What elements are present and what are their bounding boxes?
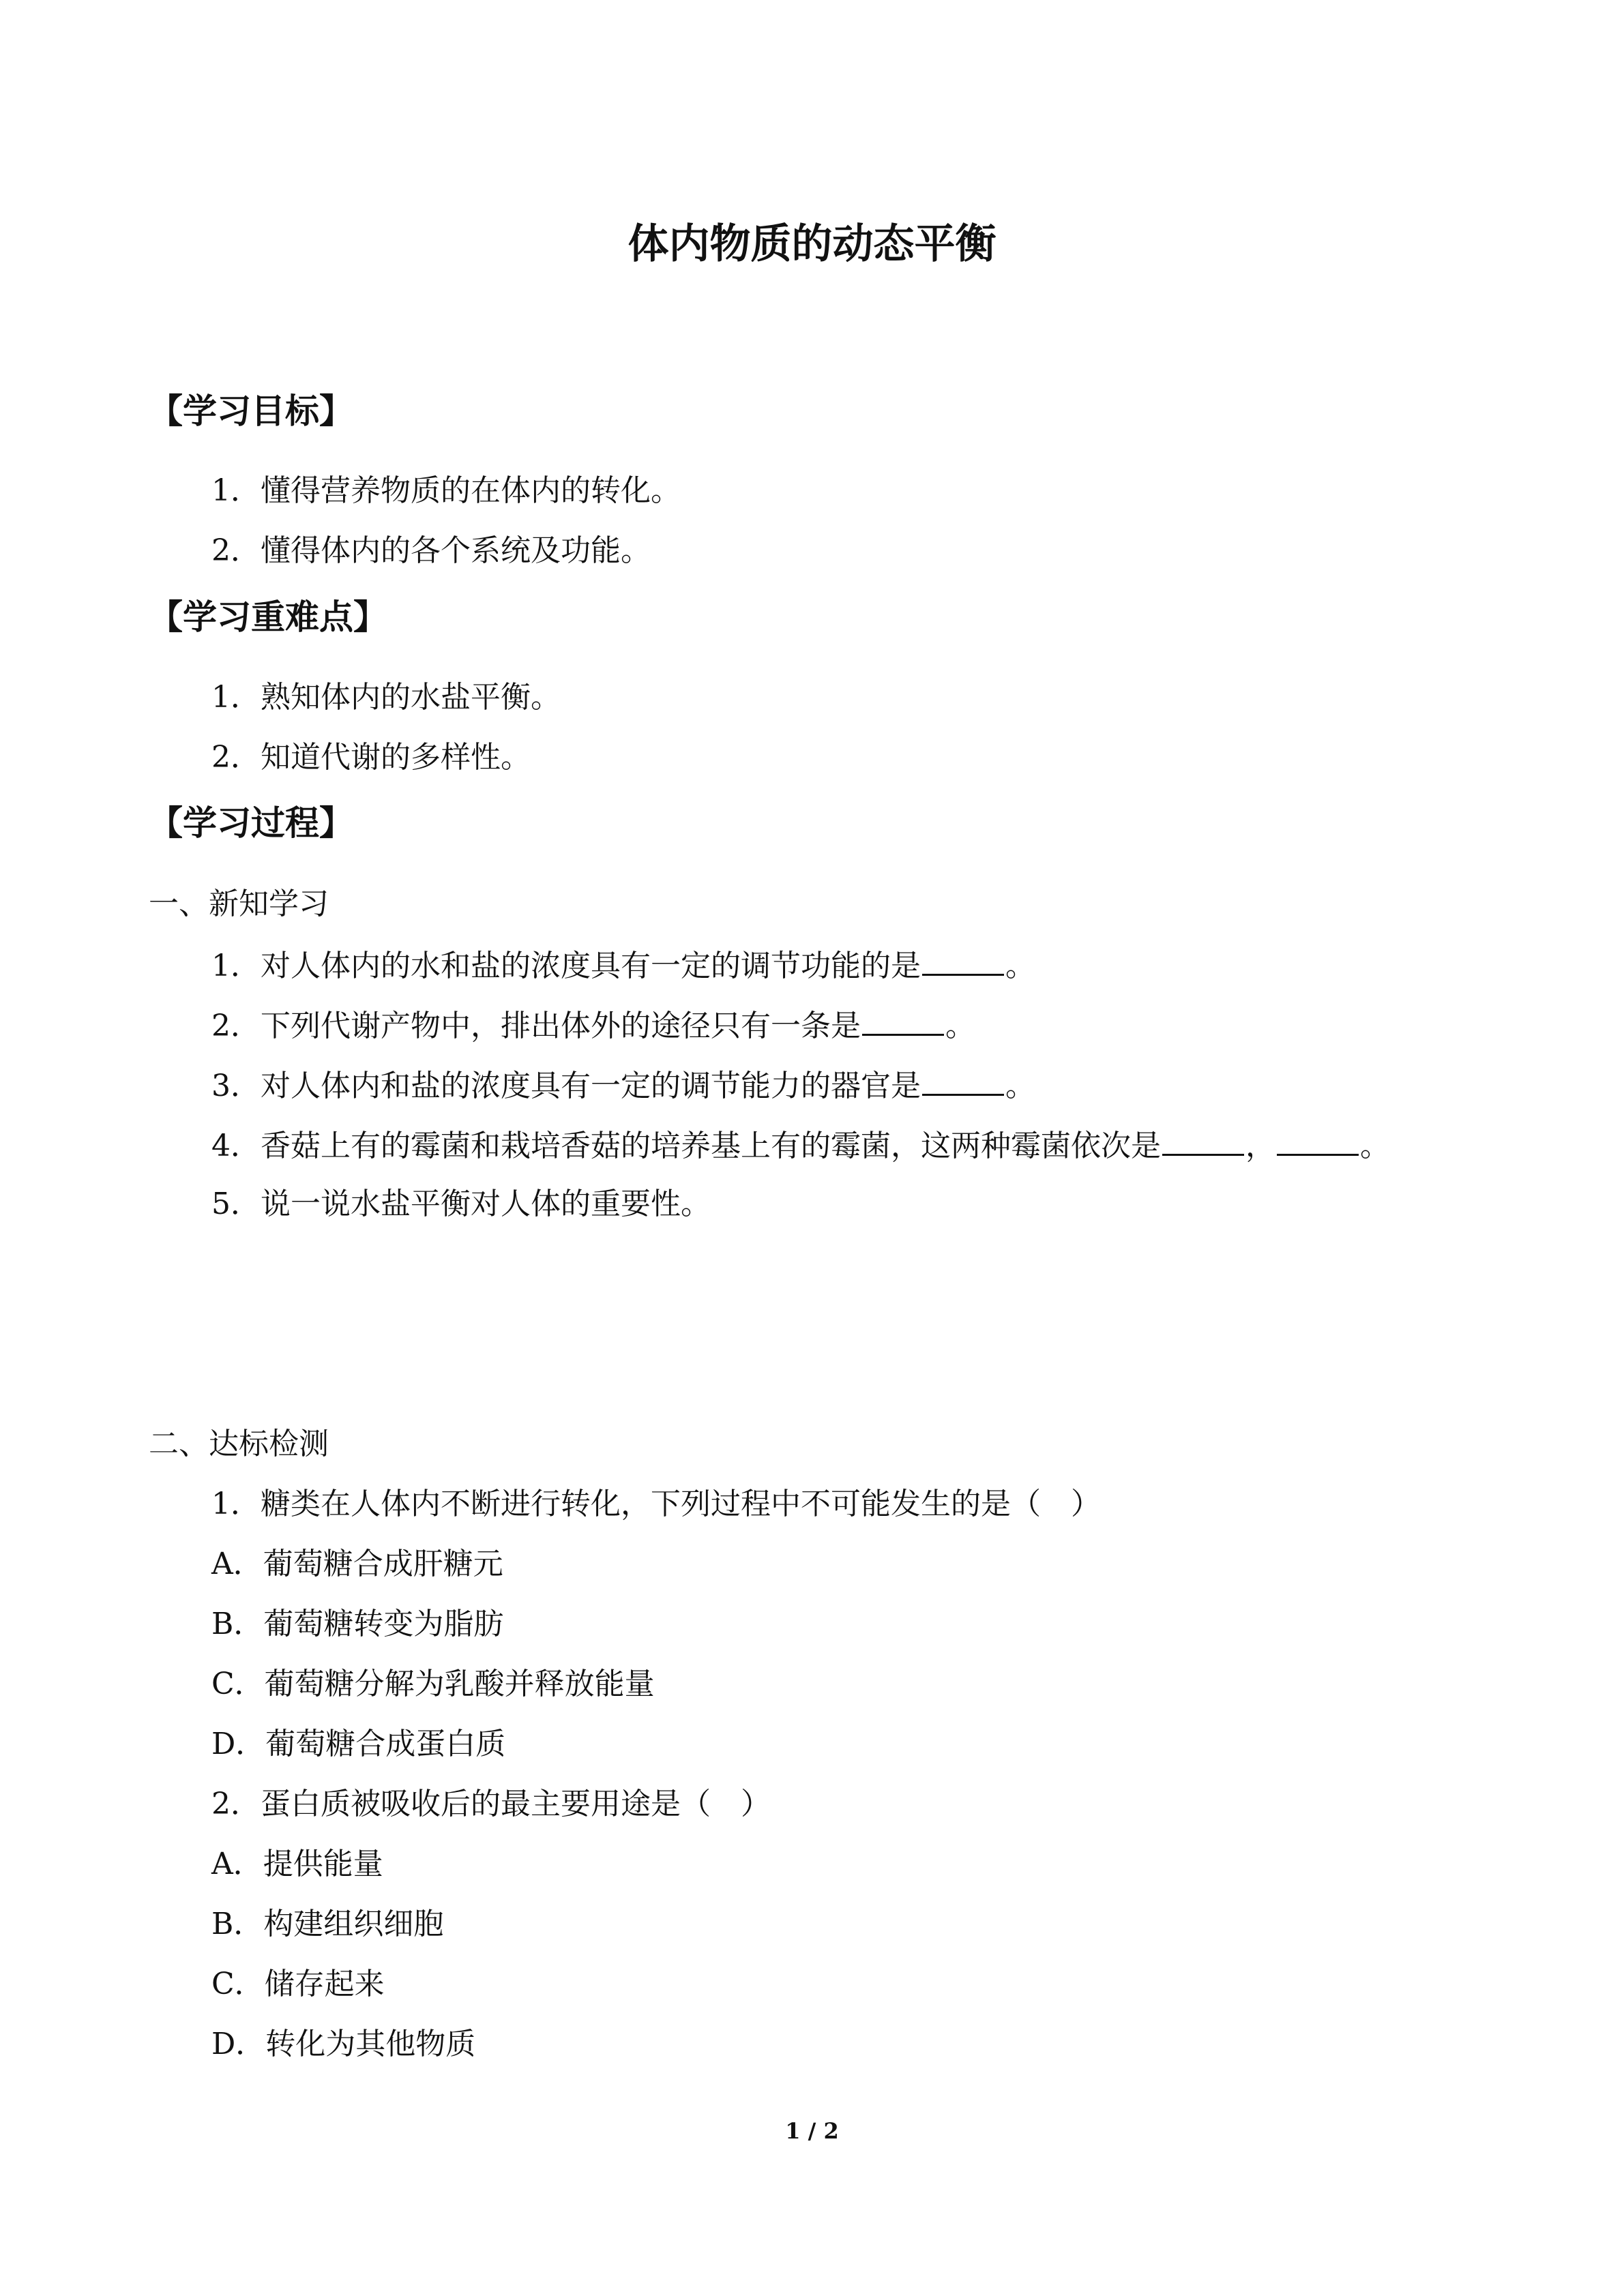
- new-knowledge-question-2: [211, 1004, 975, 1047]
- new-knowledge-label: 一、新知学习: [149, 886, 329, 921]
- new-knowledge-question-1: [211, 944, 1035, 987]
- assessment-label: 二、达标检测: [149, 1427, 329, 1461]
- assessment-question-2: 2．蛋白质被吸收后的最主要用途是（ ）: [211, 1787, 771, 1821]
- new-knowledge-question-5: 5．说一说水盐平衡对人体的重要性。: [211, 1187, 711, 1221]
- assessment-question-1: 1．糖类在人体内不断进行转化，下列过程中不可能发生的是（ ）: [211, 1487, 1101, 1521]
- q2-option-c: C．储存起来: [211, 1967, 385, 2001]
- end-mark: 。: [1360, 1129, 1390, 1163]
- objectives-heading: 【学习目标】: [149, 391, 353, 431]
- q2-option-b: B．构建组织细胞: [211, 1907, 444, 1941]
- question-text: 1．对人体内的水和盐的浓度具有一定的调节功能的是: [211, 949, 921, 983]
- key-point-item-2: 2．知道代谢的多样性。: [211, 740, 531, 775]
- objective-item-1: 1．懂得营养物质的在体内的转化。: [211, 473, 681, 508]
- end-mark: 。: [1005, 1069, 1035, 1103]
- question-text: 3．对人体内和盐的浓度具有一定的调节能力的器官是: [211, 1069, 921, 1103]
- answer-blank[interactable]: [862, 1004, 944, 1036]
- question-text: 4．香菇上有的霉菌和栽培香菇的培养基上有的霉菌，这两种霉菌依次是: [211, 1129, 1161, 1163]
- q1-option-c: C．葡萄糖分解为乳酸并释放能量: [211, 1667, 655, 1701]
- key-points-heading: 【学习重难点】: [149, 597, 387, 637]
- new-knowledge-question-4: [211, 1124, 1390, 1167]
- q2-option-a: A．提供能量: [211, 1847, 383, 1881]
- q1-option-d: D．葡萄糖合成蛋白质: [211, 1727, 506, 1761]
- page-number: 1 / 2: [785, 2118, 839, 2144]
- q1-option-b: B．葡萄糖转变为脂肪: [211, 1607, 504, 1641]
- end-mark: 。: [945, 1009, 975, 1043]
- answer-blank[interactable]: [922, 1064, 1004, 1096]
- page-title: 体内物质的动态平衡: [628, 220, 996, 268]
- separator: ，: [1245, 1129, 1275, 1163]
- answer-blank-2[interactable]: [1277, 1124, 1359, 1156]
- q2-option-d: D．转化为其他物质: [211, 2027, 476, 2061]
- process-heading: 【学习过程】: [149, 803, 353, 843]
- question-text: 2．下列代谢产物中，排出体外的途径只有一条是: [211, 1009, 861, 1043]
- q1-option-a: A．葡萄糖合成肝糖元: [211, 1547, 503, 1581]
- key-point-item-1: 1．熟知体内的水盐平衡。: [211, 680, 561, 715]
- end-mark: 。: [1005, 949, 1035, 983]
- new-knowledge-question-3: [211, 1064, 1035, 1107]
- answer-blank-1[interactable]: [1162, 1124, 1244, 1156]
- objective-item-2: 2．懂得体内的各个系统及功能。: [211, 533, 651, 568]
- answer-blank[interactable]: [922, 944, 1004, 976]
